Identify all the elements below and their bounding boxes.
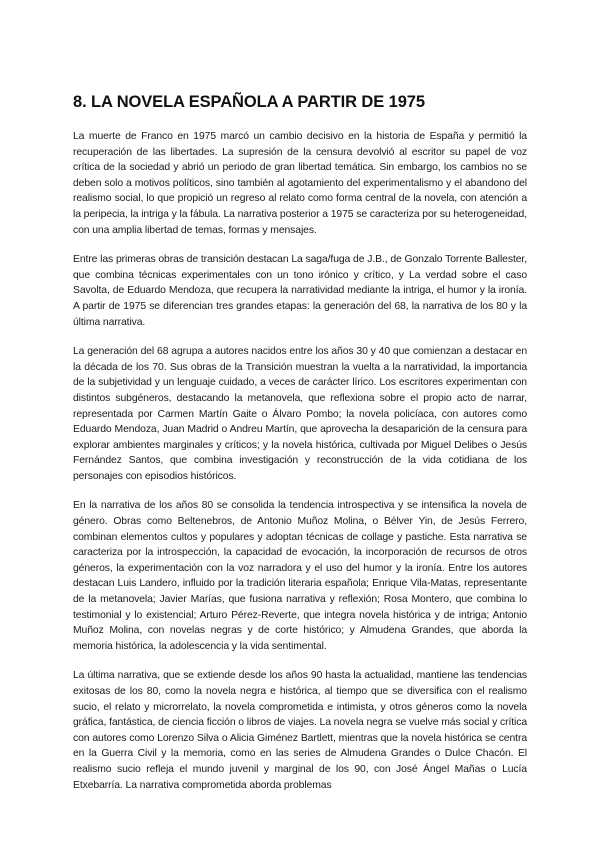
paragraph-generation-68: La generación del 68 agrupa a autores nacidos entre los años 30 y 40 que comienzan a destacar en la década de los 70. Sus obras de la Transición muestran la vuelta a la narratividad, la importancia de la subjetividad y un lenguaje cuidado, a veces de carácter lírico. Los escritores experimentan con distintos subgéneros, destacando la metanovela, que reflexiona sobre el propio acto de narrar, representada por Carmen Martín Gaite o Álvaro Pombo; la novela policíaca, con autores como Eduardo Mendoza, Juan Madrid o Andreu Martín, que aprovecha la desaparición de la censura para explorar ambientes marginales y críticos; y la novela histórica, cultivada por Miguel Delibes o Jesús Fernández Santos, que combina investigación y reconstrucción de la vida cotidiana de los personajes con episodios históricos. (73, 346, 527, 482)
page-title: 8. LA NOVELA ESPAÑOLA A PARTIR DE 1975 (73, 93, 425, 111)
document-page (73, 93, 527, 807)
paragraph-transition-works: Entre las primeras obras de transición destacan La saga/fuga de J.B., de Gonzalo Torrente Ballester, que combina técnicas experimentales con un tono irónico y crítico, y La verdad sobre el caso Savolta, de Eduardo Mendoza, que recupera la narratividad mediante la intriga, el humor y la ironía. A partir de 1975 se diferencian tres grandes etapas: la generación del 68, la narrativa de los 80 y la última narrativa. (73, 254, 527, 328)
paragraph-intro: La muerte de Franco en 1975 marcó un cambio decisivo en la historia de España y permitió la recuperación de las libertades. La supresión de la censura devolvió al escritor su papel de voz crítica de la sociedad y abrió un periodo de gran libertad temática. Sin embargo, los cambios no se deben solo a motivos políticos, sino también al agotamiento del experimentalismo y el abandono del realismo social, lo que propició un regreso al relato como forma central de la novela, con atención a la peripecia, la intriga y la fábula. La narrativa posterior a 1975 se caracteriza por su heterogeneidad, con una amplia libertad de temas, formas y mensajes. (73, 131, 527, 236)
paragraph-latest-narrative: La última narrativa, que se extiende desde los años 90 hasta la actualidad, mantiene las tendencias exitosas de los 80, como la novela negra e histórica, al tiempo que se diversifica con el realismo sucio, el relato y microrrelato, la novela comprometida e intimista, y otros géneros como la novela gráfica, fantástica, de ciencia ficción o libros de viajes. La novela negra se vuelve más social y crítica con autores como Lorenzo Silva o Alicia Giménez Bartlett, mientras que la novela histórica se centra en la Guerra Civil y la memoria, como en las series de Almudena Grandes o Dulce Chacón. El realismo sucio refleja el mundo juvenil y marginal de los 90, con José Ángel Mañas o Lucía Etxebarría. La narrativa comprometida aborda problemas (73, 670, 527, 791)
paragraph-narrative-80s: En la narrativa de los años 80 se consolida la tendencia introspectiva y se intensifica la novela de género. Obras como Beltenebros, de Antonio Muñoz Molina, o Bélver Yin, de Jesús Ferrero, combinan elementos cultos y populares y adoptan técnicas de collage y pastiche. Esta narrativa se caracteriza por la introspección, la capacidad de evocación, la incorporación de recursos de otros géneros, la experimentación con la voz narradora y el uso del humor y la ironía. Entre los autores destacan Luis Landero, influido por la tradición literaria española; Enrique Vila-Matas, representante de la metanovela; Javier Marías, que fusiona narrativa y reflexión; Rosa Montero, que combina lo testimonial y lo existencial; Arturo Pérez-Reverte, que integra novela histórica y de intriga; Antonio Muñoz Molina, con novelas negras y de corte histórico; y Almudena Grandes, que aborda la memoria histórica, la adolescencia y la vida sentimental. (73, 500, 527, 652)
